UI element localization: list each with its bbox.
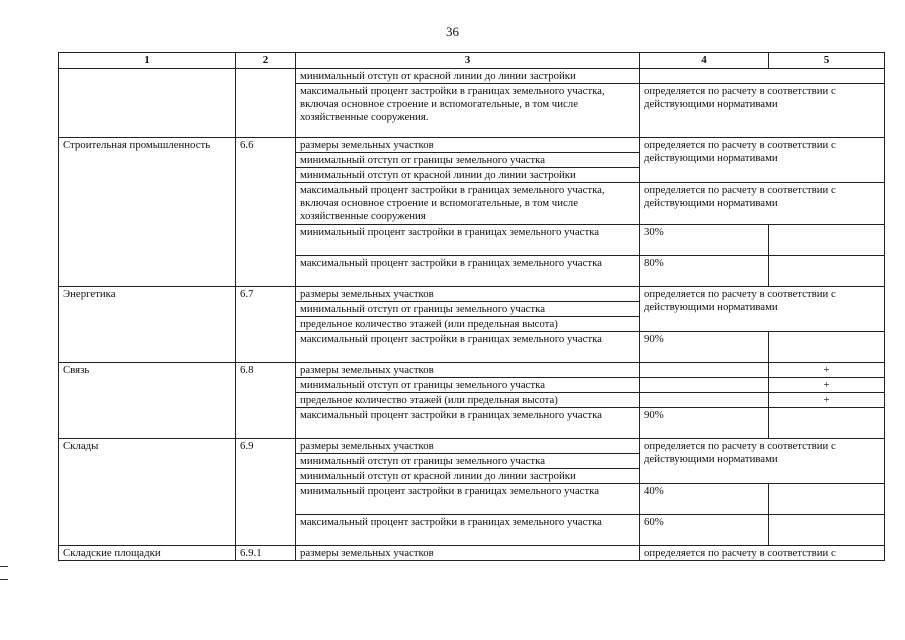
value-by-calc-partial: определяется по расчету в соответствии с xyxy=(640,546,885,561)
value-cell-empty xyxy=(640,69,885,84)
code-cell-empty xyxy=(236,69,296,138)
regulations-table xyxy=(58,52,885,561)
param-setback-red-line: минимальный отступ от красной линии до линии застройки xyxy=(296,168,640,183)
type-name: Склады xyxy=(59,439,236,546)
value-by-calc: определяется по расчету в соответствии с действующими нормативами xyxy=(640,439,885,484)
value-min-percent: 40% xyxy=(640,484,769,515)
value-by-calc: определяется по расчету в соответствии с действующими нормативами xyxy=(640,183,885,225)
param-sizes: размеры земельных участков xyxy=(296,287,640,302)
param-setback-boundary: минимальный отступ от границы земельного участка xyxy=(296,454,640,469)
value-by-calc: определяется по расчету в соответствии с действующими нормативами xyxy=(640,287,885,332)
param-floors: предельное количество этажей (или предельная высота) xyxy=(296,393,640,408)
type-cell-empty xyxy=(59,69,236,138)
type-name: Энергетика xyxy=(59,287,236,363)
param-max-percent-full: максимальный процент застройки в границах земельного участка, включая основное строение и вспомогательные, в том числе хозяйственные сооружения. xyxy=(296,84,640,138)
param-setback-boundary: минимальный отступ от границы земельного участка xyxy=(296,378,640,393)
param-max-percent-full: максимальный процент застройки в границах земельного участка, включая основное строение и вспомогательные, в том числе хозяйственные сооружения xyxy=(296,183,640,225)
param-min-percent: минимальный процент застройки в границах земельного участка xyxy=(296,484,640,515)
type-code: 6.6 xyxy=(236,138,296,287)
value-cell-empty xyxy=(769,225,885,256)
type-code: 6.9 xyxy=(236,439,296,546)
table-row xyxy=(59,363,885,378)
table-header-row xyxy=(59,53,885,69)
value-cell-empty xyxy=(640,378,769,393)
column-header-5: 5 xyxy=(769,53,885,69)
value-plus-mark: + xyxy=(769,378,885,393)
column-header-4: 4 xyxy=(640,53,769,69)
column-header-1: 1 xyxy=(59,53,236,69)
value-max-percent: 90% xyxy=(640,332,769,363)
type-name: Складские площадки xyxy=(59,546,236,561)
param-sizes: размеры земельных участков xyxy=(296,546,640,561)
value-plus-mark: + xyxy=(769,393,885,408)
value-max-percent: 60% xyxy=(640,515,769,546)
column-header-3: 3 xyxy=(296,53,640,69)
param-sizes: размеры земельных участков xyxy=(296,138,640,153)
value-by-calc: определяется по расчету в соответствии с действующими нормативами xyxy=(640,84,885,138)
param-max-percent: максимальный процент застройки в границах земельного участка xyxy=(296,256,640,287)
param-max-percent: максимальный процент застройки в границах земельного участка xyxy=(296,408,640,439)
param-max-percent: максимальный процент застройки в границах земельного участка xyxy=(296,332,640,363)
value-by-calc: определяется по расчету в соответствии с действующими нормативами xyxy=(640,138,885,183)
value-max-percent: 80% xyxy=(640,256,769,287)
value-cell-empty xyxy=(640,363,769,378)
page-number: 36 xyxy=(446,24,459,39)
type-code: 6.7 xyxy=(236,287,296,363)
param-min-percent: минимальный процент застройки в границах земельного участка xyxy=(296,225,640,256)
type-name: Связь xyxy=(59,363,236,439)
value-cell-empty xyxy=(769,515,885,546)
value-min-percent: 30% xyxy=(640,225,769,256)
param-sizes: размеры земельных участков xyxy=(296,439,640,454)
value-cell-empty xyxy=(769,484,885,515)
param-max-percent: максимальный процент застройки в границах земельного участка xyxy=(296,515,640,546)
type-name: Строительная промышленность xyxy=(59,138,236,287)
table-row xyxy=(59,439,885,454)
value-cell-empty xyxy=(769,408,885,439)
param-floors: предельное количество этажей (или предельная высота) xyxy=(296,317,640,332)
table-row xyxy=(59,287,885,302)
param-setback-red-line: минимальный отступ от красной линии до линии застройки xyxy=(296,69,640,84)
margin-mark xyxy=(0,566,8,567)
table-row xyxy=(59,546,885,561)
value-plus-mark: + xyxy=(769,363,885,378)
param-setback-red-line: минимальный отступ от красной линии до линии застройки xyxy=(296,469,640,484)
table-row xyxy=(59,138,885,153)
margin-mark xyxy=(0,579,8,580)
table-row xyxy=(59,69,885,84)
type-code: 6.9.1 xyxy=(236,546,296,561)
param-sizes: размеры земельных участков xyxy=(296,363,640,378)
value-max-percent: 90% xyxy=(640,408,769,439)
param-setback-boundary: минимальный отступ от границы земельного участка xyxy=(296,302,640,317)
param-setback-boundary: минимальный отступ от границы земельного участка xyxy=(296,153,640,168)
value-cell-empty xyxy=(640,393,769,408)
type-code: 6.8 xyxy=(236,363,296,439)
column-header-2: 2 xyxy=(236,53,296,69)
value-cell-empty xyxy=(769,256,885,287)
value-cell-empty xyxy=(769,332,885,363)
